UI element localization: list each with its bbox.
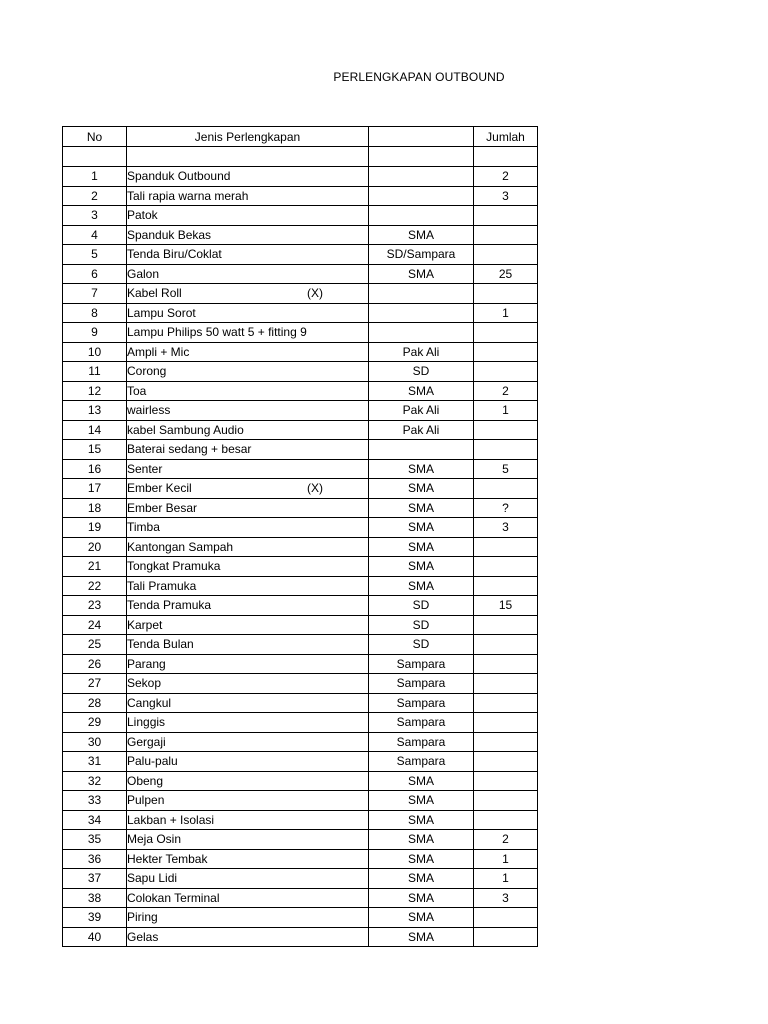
row-number: 33	[63, 791, 127, 811]
item-name-cell	[127, 927, 369, 947]
row-number: 13	[63, 401, 127, 421]
item-name: Ampli + Mic	[127, 344, 190, 359]
blank-row	[63, 147, 538, 167]
table-row	[63, 888, 538, 908]
item-quantity	[474, 810, 538, 830]
item-name: Pulpen	[127, 793, 165, 808]
row-number: 26	[63, 654, 127, 674]
table-row	[63, 303, 538, 323]
item-source: SMA	[369, 576, 474, 596]
item-source: SMA	[369, 264, 474, 284]
item-name: Timba	[127, 520, 160, 535]
item-name: Gelas	[127, 929, 159, 944]
table-row	[63, 615, 538, 635]
item-mark: (X)	[307, 481, 323, 495]
item-name: Sapu Lidi	[127, 871, 178, 886]
row-number: 38	[63, 888, 127, 908]
item-name-cell	[127, 167, 369, 187]
item-source: SD	[369, 635, 474, 655]
item-quantity: 3	[474, 518, 538, 538]
item-source: Sampara	[369, 713, 474, 733]
item-name-cell	[127, 264, 369, 284]
table-row	[63, 576, 538, 596]
table-row	[63, 342, 538, 362]
item-source: SMA	[369, 479, 474, 499]
item-source: SMA	[369, 498, 474, 518]
row-number: 28	[63, 693, 127, 713]
item-quantity	[474, 225, 538, 245]
item-quantity	[474, 245, 538, 265]
item-name: Cangkul	[127, 695, 172, 710]
table-row	[63, 693, 538, 713]
table-row	[63, 830, 538, 850]
item-quantity: 15	[474, 596, 538, 616]
item-name-cell	[127, 830, 369, 850]
item-name-cell	[127, 206, 369, 226]
row-number: 8	[63, 303, 127, 323]
table-row	[63, 810, 538, 830]
item-name-cell	[127, 791, 369, 811]
item-quantity	[474, 713, 538, 733]
item-name-cell	[127, 245, 369, 265]
blank-cell	[127, 147, 369, 167]
item-quantity	[474, 732, 538, 752]
item-quantity: 1	[474, 849, 538, 869]
item-source: SMA	[369, 888, 474, 908]
item-quantity: 2	[474, 167, 538, 187]
item-name: Patok	[127, 208, 158, 223]
item-source: SMA	[369, 791, 474, 811]
item-quantity	[474, 537, 538, 557]
page-title: PERLENGKAPAN OUTBOUND	[333, 70, 505, 84]
item-name: Kabel Roll	[127, 286, 182, 301]
item-quantity	[474, 693, 538, 713]
item-name: Palu-palu	[127, 754, 178, 769]
item-source: SMA	[369, 381, 474, 401]
item-name-cell	[127, 479, 369, 499]
item-source	[369, 186, 474, 206]
item-source: SMA	[369, 459, 474, 479]
item-name: Tali rapia warna merah	[127, 188, 249, 203]
item-name-cell	[127, 693, 369, 713]
item-name-cell	[127, 654, 369, 674]
item-quantity	[474, 674, 538, 694]
item-source: Pak Ali	[369, 401, 474, 421]
item-quantity: 2	[474, 381, 538, 401]
table-row	[63, 557, 538, 577]
row-number: 34	[63, 810, 127, 830]
item-source	[369, 440, 474, 460]
table-row	[63, 186, 538, 206]
table-row	[63, 791, 538, 811]
item-name-cell	[127, 771, 369, 791]
item-quantity: 25	[474, 264, 538, 284]
item-quantity	[474, 206, 538, 226]
item-name-cell	[127, 596, 369, 616]
item-quantity	[474, 284, 538, 304]
row-number: 3	[63, 206, 127, 226]
table-row	[63, 908, 538, 928]
item-name: Ember Kecil	[127, 481, 192, 496]
item-name: Sekop	[127, 676, 162, 691]
item-name: Meja Osin	[127, 832, 182, 847]
row-number: 22	[63, 576, 127, 596]
row-number: 10	[63, 342, 127, 362]
table-row	[63, 323, 538, 343]
item-source: SMA	[369, 908, 474, 928]
table-row	[63, 167, 538, 187]
item-quantity: 5	[474, 459, 538, 479]
table-row	[63, 732, 538, 752]
item-name-cell	[127, 713, 369, 733]
table-row	[63, 518, 538, 538]
row-number: 19	[63, 518, 127, 538]
row-number: 18	[63, 498, 127, 518]
item-name-cell	[127, 498, 369, 518]
item-name: Hekter Tembak	[127, 851, 208, 866]
item-quantity: ?	[474, 498, 538, 518]
row-number: 40	[63, 927, 127, 947]
item-source	[369, 284, 474, 304]
item-name-cell	[127, 225, 369, 245]
row-number: 7	[63, 284, 127, 304]
row-number: 12	[63, 381, 127, 401]
item-name: Ember Besar	[127, 500, 198, 515]
table-body	[63, 147, 538, 947]
item-quantity: 3	[474, 186, 538, 206]
item-source	[369, 303, 474, 323]
item-name-cell	[127, 732, 369, 752]
item-source: Pak Ali	[369, 342, 474, 362]
item-quantity	[474, 479, 538, 499]
item-quantity	[474, 615, 538, 635]
item-source: SMA	[369, 557, 474, 577]
item-source: SD	[369, 362, 474, 382]
item-name: wairless	[127, 403, 171, 418]
item-source: SD/Sampara	[369, 245, 474, 265]
item-name-cell	[127, 362, 369, 382]
header-source	[369, 127, 474, 147]
item-name-cell	[127, 869, 369, 889]
item-name-cell	[127, 518, 369, 538]
item-name: Toa	[127, 383, 147, 398]
row-number: 2	[63, 186, 127, 206]
item-quantity	[474, 771, 538, 791]
row-number: 32	[63, 771, 127, 791]
item-source: SMA	[369, 830, 474, 850]
item-name: Tenda Biru/Coklat	[127, 247, 222, 262]
item-source: SD	[369, 596, 474, 616]
item-name: Kantongan Sampah	[127, 539, 234, 554]
item-name-cell	[127, 849, 369, 869]
item-source: SMA	[369, 771, 474, 791]
header-qty: Jumlah	[474, 127, 538, 147]
item-source: Sampara	[369, 674, 474, 694]
item-quantity	[474, 927, 538, 947]
row-number: 31	[63, 752, 127, 772]
header-no: No	[63, 127, 127, 147]
item-source: Sampara	[369, 752, 474, 772]
item-source	[369, 206, 474, 226]
row-number: 29	[63, 713, 127, 733]
item-source: SMA	[369, 537, 474, 557]
table-row	[63, 498, 538, 518]
item-source: Sampara	[369, 732, 474, 752]
row-number: 24	[63, 615, 127, 635]
item-quantity	[474, 908, 538, 928]
item-quantity	[474, 791, 538, 811]
item-source: SD	[369, 615, 474, 635]
row-number: 27	[63, 674, 127, 694]
row-number: 30	[63, 732, 127, 752]
table-row	[63, 459, 538, 479]
row-number: 35	[63, 830, 127, 850]
item-quantity	[474, 654, 538, 674]
item-name-cell	[127, 381, 369, 401]
item-source: SMA	[369, 927, 474, 947]
item-name-cell	[127, 888, 369, 908]
item-quantity	[474, 323, 538, 343]
table-row	[63, 596, 538, 616]
item-name-cell	[127, 908, 369, 928]
item-name-cell	[127, 303, 369, 323]
row-number: 21	[63, 557, 127, 577]
table-row	[63, 381, 538, 401]
item-quantity	[474, 752, 538, 772]
table-row	[63, 752, 538, 772]
row-number: 36	[63, 849, 127, 869]
item-quantity	[474, 362, 538, 382]
row-number: 6	[63, 264, 127, 284]
row-number: 25	[63, 635, 127, 655]
row-number: 23	[63, 596, 127, 616]
item-name-cell	[127, 440, 369, 460]
item-name-cell	[127, 420, 369, 440]
item-name-cell	[127, 401, 369, 421]
item-source: SMA	[369, 518, 474, 538]
item-name-cell	[127, 342, 369, 362]
table-row	[63, 537, 538, 557]
item-quantity	[474, 635, 538, 655]
row-number: 14	[63, 420, 127, 440]
row-number: 4	[63, 225, 127, 245]
table-row	[63, 635, 538, 655]
item-source: SMA	[369, 225, 474, 245]
row-number: 16	[63, 459, 127, 479]
row-number: 39	[63, 908, 127, 928]
item-name: kabel Sambung Audio	[127, 422, 244, 437]
item-name-cell	[127, 459, 369, 479]
item-quantity	[474, 557, 538, 577]
item-quantity: 1	[474, 401, 538, 421]
table-row	[63, 225, 538, 245]
item-name: Tongkat Pramuka	[127, 559, 221, 574]
item-name-cell	[127, 615, 369, 635]
item-name-cell	[127, 810, 369, 830]
item-name-cell	[127, 557, 369, 577]
item-name: Colokan Terminal	[127, 890, 220, 905]
table-row	[63, 927, 538, 947]
table-row	[63, 362, 538, 382]
item-name: Baterai sedang + besar	[127, 442, 252, 457]
item-name-cell	[127, 576, 369, 596]
item-name-cell	[127, 674, 369, 694]
blank-cell	[474, 147, 538, 167]
item-name-cell	[127, 635, 369, 655]
blank-cell	[369, 147, 474, 167]
item-name-cell	[127, 537, 369, 557]
item-quantity	[474, 420, 538, 440]
item-name: Tenda Pramuka	[127, 598, 212, 613]
item-quantity: 1	[474, 869, 538, 889]
item-name: Parang	[127, 656, 166, 671]
table-row	[63, 440, 538, 460]
item-source	[369, 323, 474, 343]
item-quantity	[474, 440, 538, 460]
item-quantity: 2	[474, 830, 538, 850]
item-name: Piring	[127, 910, 158, 925]
table-row	[63, 264, 538, 284]
table-row	[63, 869, 538, 889]
row-number: 37	[63, 869, 127, 889]
row-number: 1	[63, 167, 127, 187]
item-source: SMA	[369, 849, 474, 869]
header-item: Jenis Perlengkapan	[127, 127, 369, 147]
table-row	[63, 479, 538, 499]
table-row	[63, 206, 538, 226]
item-name: Linggis	[127, 715, 166, 730]
row-number: 15	[63, 440, 127, 460]
item-name: Lampu Sorot	[127, 305, 196, 320]
item-source: Sampara	[369, 654, 474, 674]
item-name: Lakban + Isolasi	[127, 812, 215, 827]
item-source: Sampara	[369, 693, 474, 713]
item-name: Spanduk Bekas	[127, 227, 212, 242]
table-row	[63, 654, 538, 674]
item-quantity	[474, 576, 538, 596]
item-source: SMA	[369, 810, 474, 830]
item-name: Obeng	[127, 773, 164, 788]
item-name-cell	[127, 323, 369, 343]
item-name-cell	[127, 186, 369, 206]
equipment-table	[62, 126, 538, 947]
row-number: 9	[63, 323, 127, 343]
item-mark: (X)	[307, 286, 323, 300]
item-name: Senter	[127, 461, 163, 476]
item-name: Tenda Bulan	[127, 637, 194, 652]
item-name: Lampu Philips 50 watt 5 + fitting 9	[127, 325, 307, 340]
item-name: Gergaji	[127, 734, 166, 749]
table-row	[63, 284, 538, 304]
table-row	[63, 420, 538, 440]
table-row	[63, 245, 538, 265]
item-source	[369, 167, 474, 187]
item-source: SMA	[369, 869, 474, 889]
item-quantity: 3	[474, 888, 538, 908]
row-number: 17	[63, 479, 127, 499]
item-source: Pak Ali	[369, 420, 474, 440]
item-name-cell	[127, 752, 369, 772]
item-name: Corong	[127, 364, 167, 379]
item-name: Karpet	[127, 617, 163, 632]
table-row	[63, 771, 538, 791]
item-name: Galon	[127, 266, 160, 281]
table-row	[63, 401, 538, 421]
item-name: Tali Pramuka	[127, 578, 197, 593]
table-row	[63, 849, 538, 869]
item-quantity	[474, 342, 538, 362]
table-header-row	[63, 127, 538, 147]
row-number: 20	[63, 537, 127, 557]
table-row	[63, 674, 538, 694]
item-name-cell	[127, 284, 369, 304]
item-name: Spanduk Outbound	[127, 169, 231, 184]
table-row	[63, 713, 538, 733]
row-number: 11	[63, 362, 127, 382]
blank-cell	[63, 147, 127, 167]
row-number: 5	[63, 245, 127, 265]
item-quantity: 1	[474, 303, 538, 323]
